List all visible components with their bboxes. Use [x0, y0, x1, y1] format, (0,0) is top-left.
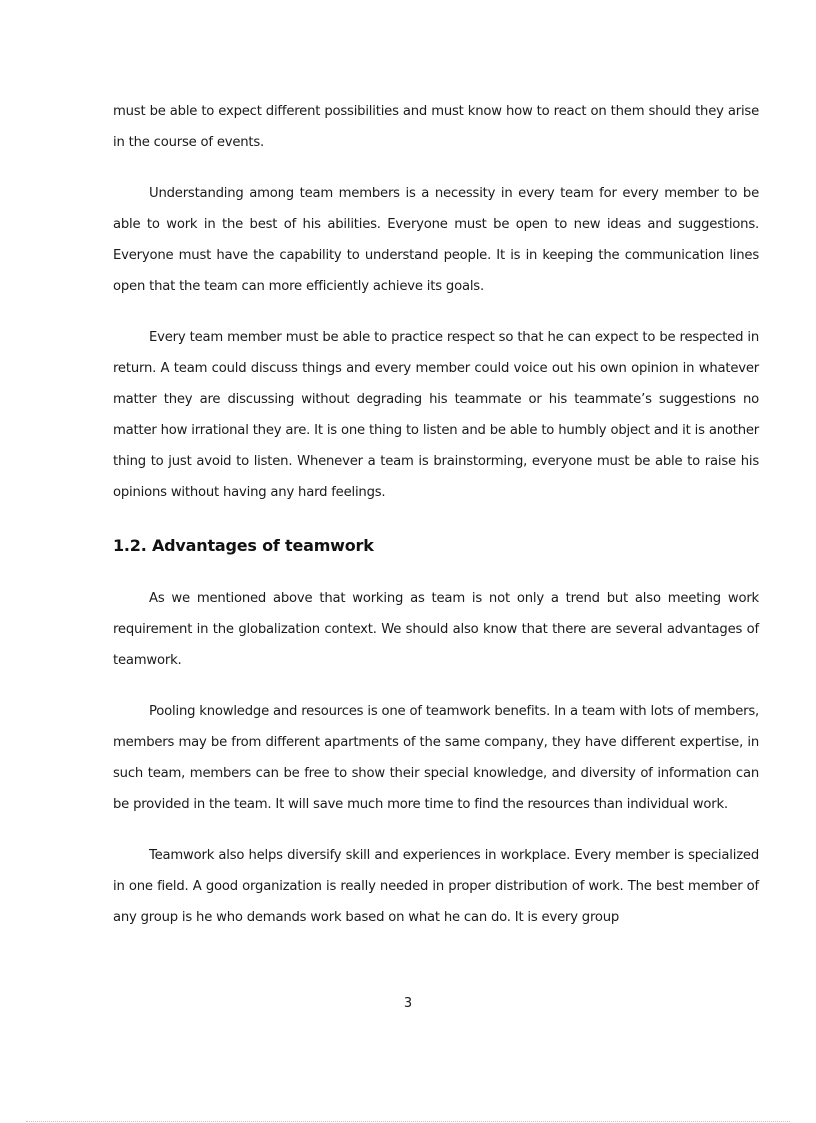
- page-bottom-divider: [26, 1121, 790, 1122]
- paragraph-continuation: must be able to expect different possibilities and must know how to react on them should they arise in the course of events.: [113, 104, 759, 150]
- page-content: [113, 96, 759, 933]
- paragraph-understanding: Understanding among team members is a necessity in every team for every member to be able to work in the best of his abilities. Everyone must be open to new ideas and suggestions. Everyone must have the capability to understand people. It is in keeping the communication lines open that the team can more efficiently achieve its goals.: [113, 186, 759, 294]
- paragraph-diversify-skill: Teamwork also helps diversify skill and experiences in workplace. Every member is specialized in one field. A good organization is really needed in proper distribution of work. The best member of any group is he who demands work based on what he can do. It is every group: [113, 848, 759, 925]
- paragraph-pooling-knowledge: Pooling knowledge and resources is one of teamwork benefits. In a team with lots of members, members may be from different apartments of the same company, they have different expertise, in such team, members can be free to show their special knowledge, and diversity of information can be provided in the team. It will save much more time to find the resources than individual work.: [113, 704, 759, 812]
- section-heading: 1.2. Advantages of teamwork: [113, 536, 374, 555]
- page-number: 3: [403, 996, 413, 1011]
- paragraph-respect: Every team member must be able to practice respect so that he can expect to be respected in return. A team could discuss things and every member could voice out his own opinion in whatever matter they are discussing without degrading his teammate or his teammate’s suggestions no matter how irrational they are. It is one thing to listen and be able to humbly object and it is another thing to just avoid to listen. Whenever a team is brainstorming, everyone must be able to raise his opinions without having any hard feelings.: [113, 330, 759, 500]
- paragraph-advantages-intro: As we mentioned above that working as team is not only a trend but also meeting work requirement in the globalization context. We should also know that there are several advantages of teamwork.: [113, 591, 759, 668]
